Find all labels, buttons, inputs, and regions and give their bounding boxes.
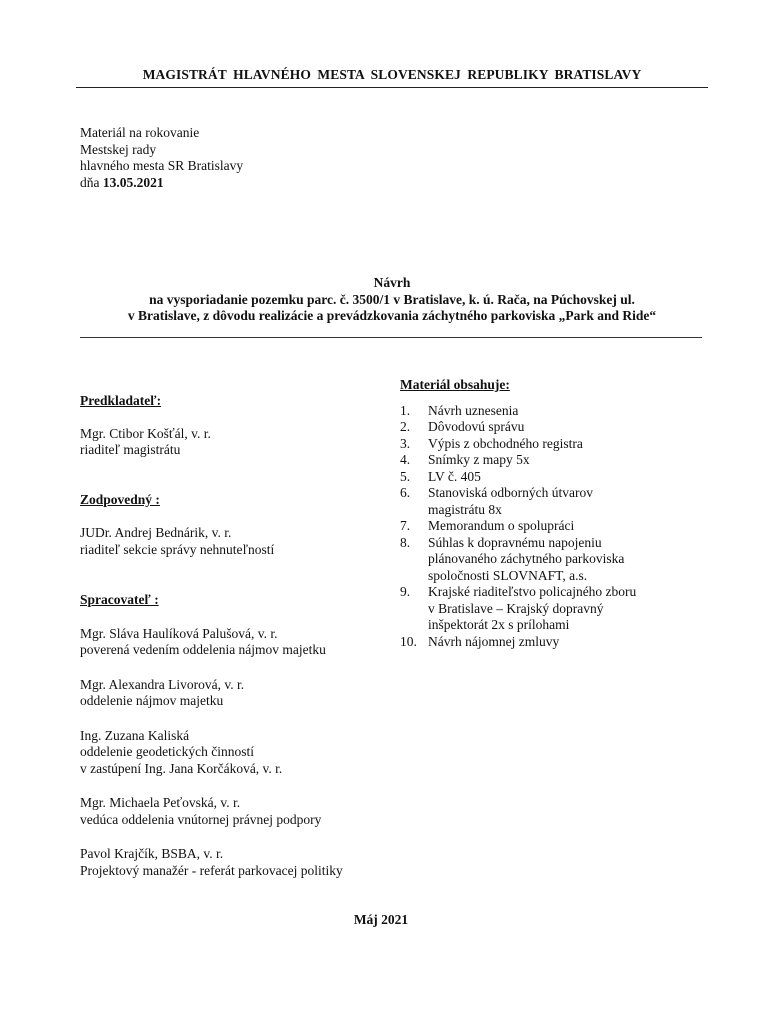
contents-item-number: 8.: [400, 534, 411, 550]
contents-item-line: plánovaného záchytného parkoviska: [428, 551, 625, 566]
contents-item: [400, 485, 720, 518]
responsible-name: JUDr. Andrej Bednárik, v. r.: [80, 525, 232, 540]
contents-item: [400, 535, 720, 585]
contents-item-number: 1.: [400, 402, 411, 418]
contents-item: [400, 469, 720, 486]
contents-item-line: Návrh uznesenia: [428, 402, 519, 418]
contents-column: [400, 377, 720, 650]
processor-person-name: Ing. Zuzana Kaliská: [80, 727, 190, 743]
contents-item-text: [428, 485, 720, 518]
contents-item: [400, 634, 720, 651]
contents-item: [400, 584, 720, 634]
contents-item-line: magistrátu 8x: [428, 501, 502, 517]
processor-person-role: oddelenie geodetických činností: [80, 744, 254, 759]
processor-heading: Spracovateľ :: [80, 592, 159, 607]
proposal-heading: Návrh: [373, 275, 411, 290]
meeting-line: Materiál na rokovanie: [80, 125, 200, 140]
contents-item-line: Návrh nájomnej zmluvy: [428, 633, 560, 649]
proposal-divider: [80, 337, 702, 338]
contents-item-text: [428, 584, 720, 634]
contents-heading: Materiál obsahuje:: [400, 377, 510, 392]
processor-list: [80, 626, 400, 880]
contents-item-text: [428, 452, 720, 469]
contents-item: [400, 452, 720, 469]
institution-header: MAGISTRÁT HLAVNÉHO MESTA SLOVENSKEJ REPUBLIKY BRATISLAVY: [142, 67, 642, 82]
contents-item-line: Dôvodovú správu: [428, 419, 525, 434]
contents-item-line: Súhlas k dopravnému napojeniu: [428, 534, 602, 550]
footer-date: Máj 2021: [353, 912, 409, 927]
contents-item: [400, 419, 720, 436]
processor-person-role: oddelenie nájmov majetku: [80, 693, 224, 708]
responsible-role: riaditeľ sekcie správy nehnuteľností: [80, 541, 275, 557]
processor-person: [80, 626, 400, 659]
processor-person-name: Mgr. Michaela Peťovská, v. r.: [80, 795, 241, 810]
contents-item-number: 2.: [400, 419, 411, 434]
processor-person-role: vedúca oddelenia vnútornej právnej podpory: [80, 811, 322, 827]
contents-item-number: 7.: [400, 518, 411, 533]
contents-item-line: Výpis z obchodného registra: [428, 435, 583, 451]
contents-item-line: inšpektorát 2x s prílohami: [428, 617, 570, 632]
contents-item-number: 5.: [400, 468, 411, 484]
submitter-role: riaditeľ magistrátu: [80, 442, 181, 457]
contents-item-line: Memorandum o spolupráci: [428, 518, 575, 533]
contents-item-line: Krajské riaditeľstvo policajného zboru: [428, 584, 637, 599]
meeting-date-line: [80, 175, 243, 192]
contents-item-line: v Bratislave – Krajský dopravný: [428, 600, 604, 616]
processor-person: [80, 846, 400, 879]
processor-person-name: Mgr. Sláva Haulíková Palušová, v. r.: [80, 625, 278, 641]
contents-item-text: [428, 436, 720, 453]
contents-item-number: 3.: [400, 435, 411, 451]
contents-item-line: spoločnosti SLOVNAFT, a.s.: [428, 567, 588, 583]
contents-item-text: [428, 518, 720, 535]
processor-person-role: poverená vedením oddelenia nájmov majetku: [80, 642, 326, 657]
processor-person-name: Mgr. Alexandra Livorová, v. r.: [80, 676, 245, 692]
proposal-title-block: [76, 275, 708, 325]
processor-person: [80, 677, 400, 710]
contents-item-number: 9.: [400, 584, 411, 599]
contents-item-text: [428, 469, 720, 486]
header-divider: [76, 87, 708, 88]
proposal-subject-line: v Bratislave, z dôvodu realizácie a prevádzkovania záchytného parkoviska „Park and Ride“: [127, 308, 657, 323]
contents-item-line: LV č. 405: [428, 468, 481, 484]
contents-item: [400, 518, 720, 535]
contents-item-text: [428, 634, 720, 651]
meeting-date: 13.05.2021: [102, 174, 164, 190]
contents-item-number: 6.: [400, 485, 411, 500]
meeting-line: Mestskej rady: [80, 141, 157, 157]
submitter-name: Mgr. Ctibor Košťál, v. r.: [80, 425, 211, 441]
proposal-subject-line: na vysporiadanie pozemku parc. č. 3500/1 v Bratislave, k. ú. Rača, na Púchovskej ul.: [149, 291, 635, 307]
contents-list: [400, 403, 720, 651]
contents-item-line: Snímky z mapy 5x: [428, 452, 530, 467]
contents-item-text: [428, 535, 720, 585]
contents-item-line: Stanoviská odborných útvarov: [428, 485, 593, 500]
processor-person-name: Pavol Krajčík, BSBA, v. r.: [80, 846, 224, 861]
responsible-heading: Zodpovedný :: [80, 491, 160, 507]
meeting-info: [80, 125, 243, 191]
contents-item: [400, 403, 720, 420]
processor-person: [80, 795, 400, 828]
meeting-date-prefix: dňa: [80, 174, 103, 190]
meeting-line: hlavného mesta SR Bratislavy: [80, 158, 244, 173]
contents-item-number: 10.: [400, 633, 417, 649]
submitter-heading: Predkladateľ:: [80, 393, 162, 408]
contents-item: [400, 436, 720, 453]
contents-item-text: [428, 419, 720, 436]
processor-person-role: v zastúpení Ing. Jana Korčáková, v. r.: [80, 760, 283, 776]
processor-person-role: Projektový manažér - referát parkovacej politiky: [80, 862, 343, 878]
contents-item-text: [428, 403, 720, 420]
processor-person: [80, 728, 400, 778]
persons-column: [80, 393, 400, 879]
contents-item-number: 4.: [400, 452, 411, 467]
